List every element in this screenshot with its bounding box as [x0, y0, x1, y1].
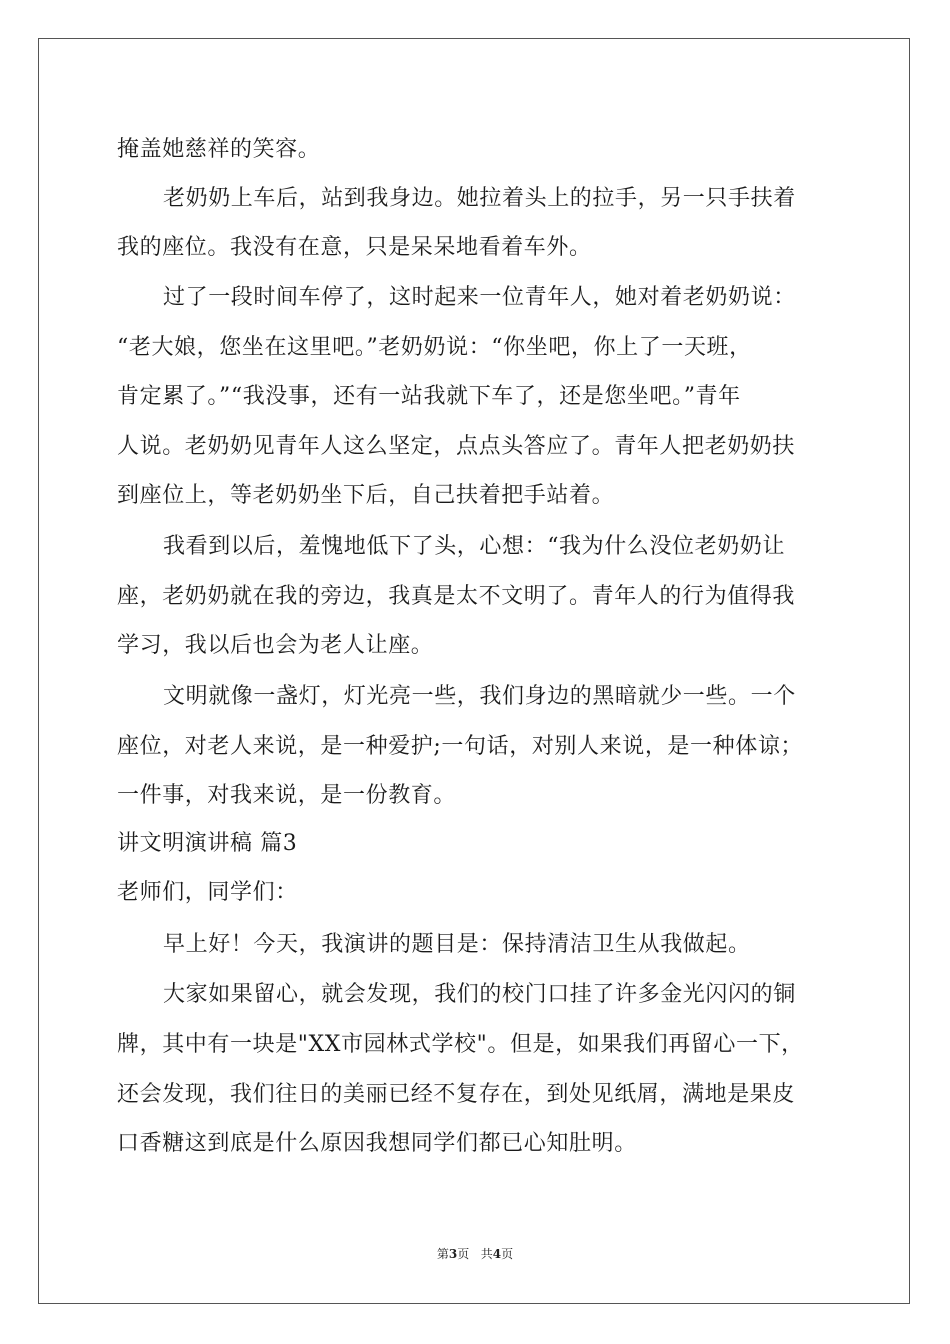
- salutation: 老师们，同学们：: [117, 880, 298, 905]
- text-line: 早上好！今天，我演讲的题目是：保持清洁卫生从我做起。: [163, 932, 751, 957]
- text-line: 大家如果留心，就会发现，我们的校门口挂了许多金光闪闪的铜: [163, 982, 796, 1007]
- text-line: “老大娘，您坐在这里吧。”老奶奶说：“你坐吧，你上了一天班，: [117, 335, 752, 360]
- text-line: 文明就像一盏灯，灯光亮一些，我们身边的黑暗就少一些。一个: [163, 684, 796, 709]
- text-line: 掩盖她慈祥的笑容。: [117, 137, 321, 162]
- text-line: 过了一段时间车停了，这时起来一位青年人，她对着老奶奶说：: [163, 285, 796, 310]
- page-footer: [0, 1246, 950, 1262]
- total-pages-number: 4: [492, 1247, 502, 1261]
- text-line: 人说。老奶奶见青年人这么坚定，点点头答应了。青年人把老奶奶扶: [117, 434, 796, 459]
- text-line: 老奶奶上车后，站到我身边。她拉着头上的拉手，另一只手扶着: [163, 186, 796, 211]
- text-line: 到座位上，等老奶奶坐下后，自己扶着把手站着。: [117, 483, 615, 508]
- text-line: 我的座位。我没有在意，只是呆呆地看着车外。: [117, 235, 592, 260]
- text-line: 还会发现，我们往日的美丽已经不复存在，到处见纸屑，满地是果皮: [117, 1082, 796, 1107]
- footer-total-prefix: 共: [480, 1247, 493, 1261]
- current-page-number: 3: [448, 1247, 458, 1261]
- footer-prefix: 第: [436, 1247, 449, 1261]
- page-border: [38, 38, 910, 1304]
- text-line: 口香糖这到底是什么原因我想同学们都已心知肚明。: [117, 1131, 637, 1156]
- footer-total-suffix: 页: [501, 1247, 514, 1261]
- text-line: 一件事，对我来说，是一份教育。: [117, 783, 457, 808]
- text-line: 肯定累了。”“我没事，还有一站我就下车了，还是您坐吧。”青年: [117, 384, 741, 409]
- text-line: 座，老奶奶就在我的旁边，我真是太不文明了。青年人的行为值得我: [117, 584, 796, 609]
- text-line: 我看到以后，羞愧地低下了头，心想：“我为什么没位老奶奶让: [163, 534, 786, 559]
- section-heading: 讲文明演讲稿 篇3: [117, 831, 298, 856]
- footer-page-suffix: 页: [457, 1247, 470, 1261]
- text-line: 牌，其中有一块是"XX市园林式学校"。但是，如果我们再留心一下，: [117, 1032, 804, 1057]
- text-line: 学习，我以后也会为老人让座。: [117, 633, 434, 658]
- text-line: 座位，对老人来说，是一种爱护;一句话，对别人来说，是一种体谅；: [117, 734, 804, 759]
